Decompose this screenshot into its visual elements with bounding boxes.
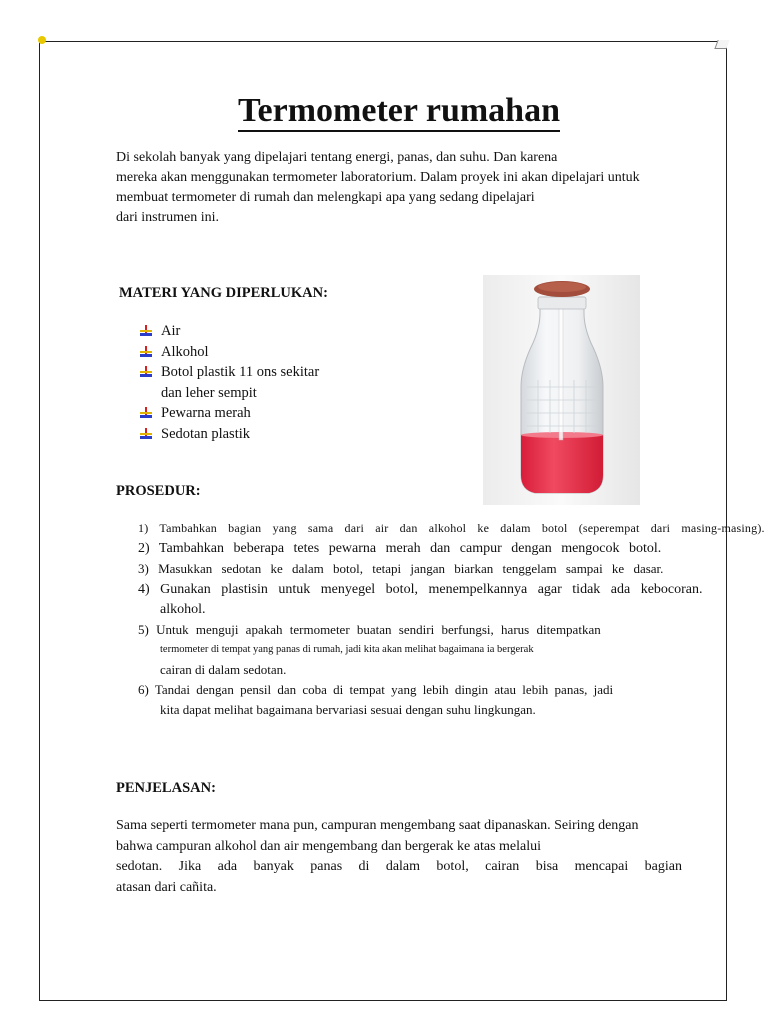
- list-item: 5) Untuk menguji apakah termometer buatan sendiri berfungsi, harus ditempatkan: [138, 622, 601, 637]
- list-item: termometer di tempat yang panas di rumah, jadi kita akan melihat bagaimana ia bergerak: [160, 644, 534, 655]
- list-item: Pewarna merah: [138, 403, 319, 424]
- explanation-heading: PENJELASAN:: [116, 780, 216, 796]
- bullet-icon: [140, 346, 152, 358]
- anchor-marker-icon: [38, 36, 46, 44]
- materials-list: [138, 321, 319, 444]
- intro-paragraph: Di sekolah banyak yang dipelajari tentang energi, panas, dan suhu. Dan karena mereka akan menggunakan termometer laboratorium. Dalam proyek ini akan dipelajari untuk membuat termometer di rumah dan melengkapi apa yang sedang dipelajari dari instrumen ini.: [116, 150, 640, 225]
- list-item: 1) Tambahkan bagian yang sama dari air dan alkohol ke dalam botol (seperempat dari masing-masing).: [138, 521, 765, 535]
- list-item: 3) Masukkan sedotan ke dalam botol, tetapi jangan biarkan tenggelam sampai ke dasar.: [138, 561, 664, 576]
- list-item: kita dapat melihat bagaimana bervariasi sesuai dengan suhu lingkungan.: [160, 702, 536, 717]
- list-item: 6) Tandai dengan pensil dan coba di tempat yang lebih dingin atau lebih panas, jadi: [138, 682, 614, 697]
- list-item: Air: [138, 321, 319, 342]
- bullet-icon: [140, 407, 152, 419]
- list-item: Sedotan plastik: [138, 424, 319, 445]
- bottle-thermometer-photo: [483, 275, 640, 505]
- procedure-heading: PROSEDUR:: [116, 483, 201, 499]
- bullet-icon: [140, 325, 152, 337]
- list-item: cairan di dalam sedotan.: [160, 662, 287, 677]
- list-item: Botol plastik 11 ons sekitar: [138, 362, 319, 383]
- explanation-paragraph: Sama seperti termometer mana pun, campuran mengembang saat dipanaskan. Seiring dengan bahwa campuran alkohol dan air mengembang dan bergerak ke atas melalui sedotan. Jika ada banyak panas di dalam botol, cairan bisa mencapai bagian atasan dari cañita.: [116, 818, 682, 895]
- list-item: Alkohol: [138, 342, 319, 363]
- list-item: 4) Gunakan plastisin untuk menyegel botol, menempelkannya agar tidak ada kebocoran.: [138, 582, 703, 597]
- page-corner-fold-icon: [714, 40, 729, 49]
- bullet-icon: [140, 366, 152, 378]
- list-item: alkohol.: [160, 602, 206, 617]
- procedure-steps: [138, 518, 765, 720]
- bullet-icon: [140, 428, 152, 440]
- page-title: Termometer rumahan: [0, 92, 768, 130]
- materials-heading: MATERI YANG DIPERLUKAN:: [119, 285, 328, 301]
- list-item: dan leher sempit: [161, 384, 257, 401]
- list-item: 2) Tambahkan beberapa tetes pewarna merah dan campur dengan mengocok botol.: [138, 541, 662, 556]
